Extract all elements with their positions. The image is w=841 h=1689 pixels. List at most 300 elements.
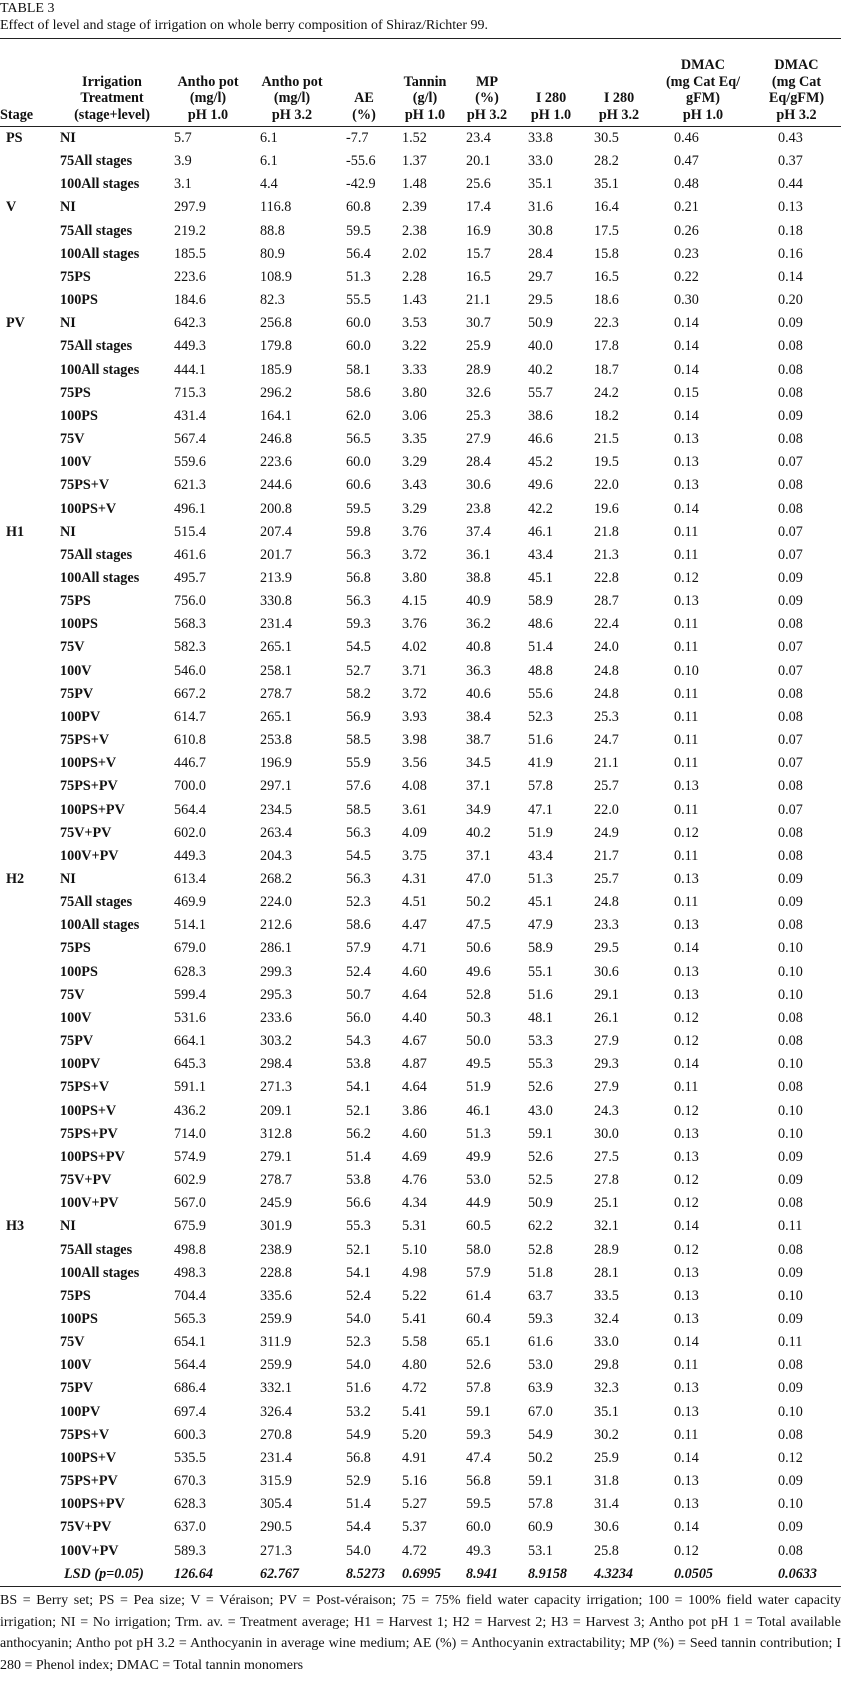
value-cell: 59.3 <box>346 616 371 633</box>
value-cell: 3.06 <box>402 407 427 424</box>
value-cell: 56.3 <box>346 871 371 887</box>
value-cell: 35.1 <box>594 176 619 193</box>
value-cell: 16.5 <box>466 268 491 285</box>
value-cell: 0.13 <box>674 1148 699 1165</box>
value-cell: 3.76 <box>402 523 427 540</box>
value-cell: 0.10 <box>778 1496 803 1513</box>
value-cell: 23.3 <box>594 917 619 934</box>
value-cell: 58.5 <box>346 801 371 818</box>
table-row <box>0 660 841 683</box>
value-cell: 0.22 <box>674 268 699 285</box>
value-cell: 3.98 <box>402 732 427 749</box>
value-cell: 0.13 <box>674 778 699 795</box>
value-cell: 54.3 <box>346 1033 371 1050</box>
value-cell: 0.09 <box>778 1172 803 1189</box>
value-cell: 47.1 <box>528 801 553 818</box>
value-cell: 0.09 <box>778 1519 803 1536</box>
value-cell: 469.9 <box>174 894 206 911</box>
value-cell: 270.8 <box>260 1426 292 1443</box>
column-header-tannin <box>394 39 456 127</box>
treatment-cell: 75PV <box>60 1033 94 1050</box>
value-cell: 62.2 <box>528 1218 553 1235</box>
value-cell: 204.3 <box>260 847 292 864</box>
value-cell: 27.8 <box>594 1172 619 1189</box>
value-cell: 35.1 <box>594 1403 619 1420</box>
value-cell: 25.7 <box>594 778 619 795</box>
value-cell: 0.13 <box>674 593 699 610</box>
column-header-line: Irrigation <box>82 73 142 90</box>
column-header-line: pH 3.2 <box>466 106 508 123</box>
value-cell: 36.2 <box>466 616 491 633</box>
value-cell: 24.2 <box>594 384 619 401</box>
value-cell: 0.07 <box>778 662 803 679</box>
table-row <box>0 914 841 937</box>
value-cell: 0.11 <box>674 732 699 749</box>
column-header-line: pH 1.0 <box>682 106 724 123</box>
value-cell: 679.0 <box>174 940 206 957</box>
value-cell: 15.7 <box>466 245 491 262</box>
value-cell: 0.14 <box>778 268 803 285</box>
value-cell: 0.08 <box>778 1357 803 1374</box>
value-cell: 30.7 <box>466 315 491 332</box>
value-cell: 697.4 <box>174 1403 206 1420</box>
lsd-label: LSD (p=0.05) <box>0 1563 166 1587</box>
value-cell: 0.14 <box>674 361 699 378</box>
value-cell: 5.10 <box>402 1241 427 1258</box>
value-cell: 4.34 <box>402 1195 427 1212</box>
treatment-cell: 100PS+PV <box>60 801 125 818</box>
value-cell: 4.40 <box>402 1009 427 1026</box>
value-cell: 0.11 <box>674 546 699 563</box>
value-cell: 33.0 <box>528 153 553 170</box>
value-cell: 29.1 <box>594 986 619 1003</box>
table-row <box>0 498 841 521</box>
value-cell: 25.9 <box>594 1449 619 1466</box>
value-cell: 49.5 <box>466 1056 491 1073</box>
value-cell: 34.9 <box>466 801 491 818</box>
value-cell: 3.29 <box>402 454 427 471</box>
value-cell: 51.8 <box>528 1264 553 1281</box>
value-cell: 24.0 <box>594 639 619 656</box>
value-cell: 17.4 <box>466 199 491 216</box>
stage-cell <box>0 683 58 706</box>
value-cell: 51.9 <box>528 824 553 841</box>
value-cell: 219.2 <box>174 222 206 239</box>
column-header-line: (mg Cat <box>771 73 822 90</box>
value-cell: 30.0 <box>594 1125 619 1142</box>
value-cell: 5.41 <box>402 1403 427 1420</box>
column-header-line: AE <box>354 90 374 106</box>
value-cell: 35.1 <box>528 176 553 193</box>
value-cell: 22.3 <box>594 315 619 332</box>
value-cell: 0.14 <box>674 1056 699 1073</box>
value-cell: 54.0 <box>346 1542 371 1559</box>
value-cell: 0.09 <box>778 1380 803 1397</box>
column-header-line: Eq/gFM) <box>768 90 825 106</box>
treatment-cell: 75PS+V <box>60 1426 110 1443</box>
value-cell: 88.8 <box>260 222 285 239</box>
value-cell: 57.9 <box>346 940 371 957</box>
value-cell: 4.91 <box>402 1449 427 1466</box>
value-cell: 3.76 <box>402 616 427 633</box>
value-cell: 17.5 <box>594 222 619 239</box>
value-cell: 54.1 <box>346 1264 371 1281</box>
table-row <box>0 1100 841 1123</box>
value-cell: 21.5 <box>594 431 619 448</box>
value-cell: 0.14 <box>674 500 699 517</box>
column-header-line: Antho pot <box>177 73 239 90</box>
value-cell: 36.3 <box>466 662 491 679</box>
table-row <box>0 474 841 497</box>
table-row <box>0 891 841 914</box>
treatment-cell: 75PV <box>60 685 94 702</box>
table-row <box>0 1493 841 1516</box>
value-cell: 50.9 <box>528 315 553 332</box>
value-cell: 259.9 <box>260 1357 292 1374</box>
value-cell: 57.8 <box>466 1380 491 1397</box>
value-cell: 0.11 <box>674 708 699 725</box>
value-cell: 27.9 <box>594 1033 619 1050</box>
value-cell: 55.5 <box>346 292 371 309</box>
value-cell: 3.80 <box>402 569 427 586</box>
value-cell: 449.3 <box>174 847 206 864</box>
treatment-cell: 100PS+PV <box>60 1148 125 1165</box>
treatment-cell: 100All stages <box>60 569 140 586</box>
value-cell: 613.4 <box>174 871 206 887</box>
value-cell: 4.02 <box>402 639 427 656</box>
lsd-value: 126.64 <box>166 1563 250 1587</box>
value-cell: 5.20 <box>402 1426 427 1443</box>
value-cell: 0.14 <box>674 1334 699 1351</box>
column-header-line: pH 3.2 <box>776 106 817 123</box>
value-cell: 0.09 <box>778 1148 803 1165</box>
value-cell: 51.4 <box>346 1148 371 1165</box>
value-cell: 50.2 <box>466 894 491 911</box>
value-cell: 234.5 <box>260 801 292 818</box>
value-cell: 55.1 <box>528 963 553 980</box>
value-cell: 602.9 <box>174 1172 206 1189</box>
value-cell: 52.8 <box>528 1241 553 1258</box>
value-cell: 47.5 <box>466 917 491 934</box>
value-cell: 51.6 <box>528 732 553 749</box>
value-cell: 0.11 <box>674 847 699 864</box>
column-header-line: DMAC <box>774 57 819 73</box>
value-cell: 28.4 <box>466 454 491 471</box>
value-cell: 0.14 <box>674 338 699 355</box>
value-cell: 3.29 <box>402 500 427 517</box>
value-cell: 53.3 <box>528 1033 553 1050</box>
value-cell: 0.13 <box>674 1287 699 1304</box>
stage-cell: PV <box>6 315 25 332</box>
value-cell: 2.28 <box>402 268 427 285</box>
treatment-cell: 75PS+PV <box>60 778 118 795</box>
treatment-cell: 100V <box>60 662 92 679</box>
table-row <box>0 150 841 173</box>
table-row <box>0 1377 841 1400</box>
stage-cell <box>0 729 58 752</box>
stage-cell <box>0 1100 58 1123</box>
value-cell: 3.9 <box>174 153 192 170</box>
value-cell: 33.8 <box>528 130 553 146</box>
value-cell: 59.1 <box>528 1125 553 1142</box>
table-row <box>0 451 841 474</box>
value-cell: 27.9 <box>594 1079 619 1096</box>
treatment-cell: 75PS <box>60 268 91 285</box>
stage-cell <box>0 1308 58 1331</box>
value-cell: 628.3 <box>174 963 206 980</box>
treatment-cell: 100V+PV <box>60 1542 119 1559</box>
value-cell: 213.9 <box>260 569 292 586</box>
value-cell: 43.4 <box>528 546 553 563</box>
table-title: Effect of level and stage of irrigation on whole berry composition of Shiraz/Richter 99. <box>0 18 489 33</box>
column-header-stage <box>0 39 58 127</box>
value-cell: 42.2 <box>528 500 553 517</box>
treatment-cell: 75V <box>60 1334 85 1351</box>
value-cell: 54.4 <box>346 1519 371 1536</box>
value-cell: 700.0 <box>174 778 206 795</box>
lsd-value: 8.9158 <box>518 1563 584 1587</box>
value-cell: 25.1 <box>594 1195 619 1212</box>
lsd-value: 8.941 <box>456 1563 518 1587</box>
value-cell: 686.4 <box>174 1380 206 1397</box>
column-header-line: (mg/l) <box>189 90 227 106</box>
value-cell: 628.3 <box>174 1496 206 1513</box>
value-cell: 3.35 <box>402 431 427 448</box>
value-cell: 25.3 <box>466 407 491 424</box>
value-cell: 61.6 <box>528 1334 553 1351</box>
value-cell: 436.2 <box>174 1102 206 1119</box>
value-cell: 60.0 <box>346 315 371 332</box>
value-cell: 0.07 <box>778 755 803 772</box>
value-cell: 185.9 <box>260 361 292 378</box>
stage-cell <box>0 173 58 196</box>
value-cell: 0.12 <box>674 1241 699 1258</box>
value-cell: 30.8 <box>528 222 553 239</box>
value-cell: 244.6 <box>260 477 292 494</box>
stage-cell <box>0 220 58 243</box>
value-cell: -7.7 <box>346 130 369 146</box>
value-cell: 56.8 <box>346 1449 371 1466</box>
column-header-ap32 <box>250 39 334 127</box>
value-cell: 59.5 <box>466 1496 491 1513</box>
treatment-cell: 100V+PV <box>60 1195 119 1212</box>
value-cell: 4.72 <box>402 1380 427 1397</box>
stage-cell <box>0 1354 58 1377</box>
lsd-value: 8.5273 <box>334 1563 394 1587</box>
value-cell: 67.0 <box>528 1403 553 1420</box>
treatment-cell: 100PS <box>60 616 98 633</box>
table-row <box>0 521 841 544</box>
table-row <box>0 312 841 335</box>
column-header-ap1 <box>166 39 250 127</box>
value-cell: 38.8 <box>466 569 491 586</box>
value-cell: 62.0 <box>346 407 371 424</box>
value-cell: 3.80 <box>402 384 427 401</box>
stage-cell <box>0 1169 58 1192</box>
value-cell: 4.60 <box>402 1125 427 1142</box>
stage-cell <box>0 544 58 567</box>
value-cell: 4.72 <box>402 1542 427 1559</box>
value-cell: 600.3 <box>174 1426 206 1443</box>
table-row <box>0 590 841 613</box>
treatment-cell: NI <box>60 130 76 146</box>
value-cell: 33.0 <box>594 1334 619 1351</box>
value-cell: 303.2 <box>260 1033 292 1050</box>
value-cell: 43.4 <box>528 847 553 864</box>
value-cell: 57.8 <box>528 1496 553 1513</box>
value-cell: 50.6 <box>466 940 491 957</box>
value-cell: 0.11 <box>674 894 699 911</box>
value-cell: 116.8 <box>260 199 292 216</box>
value-cell: 0.12 <box>674 569 699 586</box>
value-cell: 0.08 <box>778 431 803 448</box>
table-row <box>0 1424 841 1447</box>
value-cell: 52.8 <box>466 986 491 1003</box>
stage-cell <box>0 1401 58 1424</box>
value-cell: 286.1 <box>260 940 292 957</box>
value-cell: 28.2 <box>594 153 619 170</box>
column-header-i32 <box>584 39 654 127</box>
value-cell: 27.5 <box>594 1148 619 1165</box>
value-cell: 6.1 <box>260 130 278 146</box>
stage-cell <box>0 1493 58 1516</box>
value-cell: 0.13 <box>674 1125 699 1142</box>
stage-cell <box>0 1239 58 1262</box>
value-cell: 52.1 <box>346 1241 371 1258</box>
stage-cell <box>0 822 58 845</box>
value-cell: 0.12 <box>674 824 699 841</box>
value-cell: 58.6 <box>346 384 371 401</box>
value-cell: 335.6 <box>260 1287 292 1304</box>
value-cell: 5.58 <box>402 1334 427 1351</box>
value-cell: 50.7 <box>346 986 371 1003</box>
value-cell: 0.26 <box>674 222 699 239</box>
stage-cell <box>0 706 58 729</box>
value-cell: 54.1 <box>346 1079 371 1096</box>
value-cell: 31.6 <box>528 199 553 216</box>
value-cell: 0.18 <box>778 222 803 239</box>
value-cell: 3.75 <box>402 847 427 864</box>
value-cell: 0.11 <box>778 1334 803 1351</box>
column-header-line: Antho pot <box>261 73 323 90</box>
value-cell: 514.1 <box>174 917 206 934</box>
column-header-line: (%) <box>475 90 499 106</box>
value-cell: 0.14 <box>674 1519 699 1536</box>
value-cell: 58.9 <box>528 940 553 957</box>
value-cell: 0.13 <box>674 1264 699 1281</box>
column-header-line: Treatment <box>80 90 144 106</box>
treatment-cell: 100V <box>60 1009 92 1026</box>
value-cell: 28.4 <box>528 245 553 262</box>
treatment-cell: 75PS <box>60 384 91 401</box>
value-cell: 54.0 <box>346 1357 371 1374</box>
value-cell: 599.4 <box>174 986 206 1003</box>
value-cell: 38.7 <box>466 732 491 749</box>
treatment-cell: 75All stages <box>60 1241 133 1258</box>
value-cell: 27.9 <box>466 431 491 448</box>
value-cell: 0.09 <box>778 1264 803 1281</box>
treatment-cell: 100All stages <box>60 245 140 262</box>
value-cell: 271.3 <box>260 1079 292 1096</box>
value-cell: 61.4 <box>466 1287 491 1304</box>
value-cell: 21.3 <box>594 546 619 563</box>
stage-cell <box>0 1076 58 1099</box>
value-cell: -55.6 <box>346 153 376 170</box>
column-header-ae <box>334 39 394 127</box>
column-header-line: pH 3.2 <box>598 106 640 123</box>
value-cell: 58.2 <box>346 685 371 702</box>
value-cell: 0.10 <box>778 1287 803 1304</box>
value-cell: 56.6 <box>346 1195 371 1212</box>
value-cell: 200.8 <box>260 500 292 517</box>
value-cell: 209.1 <box>260 1102 292 1119</box>
value-cell: 2.02 <box>402 245 427 262</box>
value-cell: 0.12 <box>674 1102 699 1119</box>
value-cell: 15.8 <box>594 245 619 262</box>
value-cell: 0.08 <box>778 1426 803 1443</box>
value-cell: 3.93 <box>402 708 427 725</box>
value-cell: 0.47 <box>674 153 699 170</box>
value-cell: 0.11 <box>674 1357 699 1374</box>
lsd-value: 0.0505 <box>654 1563 752 1587</box>
value-cell: 57.9 <box>466 1264 491 1281</box>
table-row <box>0 1123 841 1146</box>
value-cell: 24.8 <box>594 685 619 702</box>
value-cell: 568.3 <box>174 616 206 633</box>
value-cell: 4.87 <box>402 1056 427 1073</box>
value-cell: 53.8 <box>346 1056 371 1073</box>
value-cell: 55.3 <box>528 1056 553 1073</box>
value-cell: 715.3 <box>174 384 206 401</box>
value-cell: 4.15 <box>402 593 427 610</box>
value-cell: 0.14 <box>674 940 699 957</box>
value-cell: 258.1 <box>260 662 292 679</box>
value-cell: 58.5 <box>346 732 371 749</box>
stage-cell <box>0 243 58 266</box>
value-cell: 80.9 <box>260 245 285 262</box>
value-cell: 40.2 <box>466 824 491 841</box>
value-cell: 614.7 <box>174 708 206 725</box>
value-cell: 714.0 <box>174 1125 206 1142</box>
value-cell: 179.8 <box>260 338 292 355</box>
value-cell: 0.13 <box>674 477 699 494</box>
value-cell: 22.0 <box>594 801 619 818</box>
value-cell: 60.5 <box>466 1218 491 1235</box>
table-row <box>0 266 841 289</box>
value-cell: 0.20 <box>778 292 803 309</box>
value-cell: 51.6 <box>528 986 553 1003</box>
value-cell: 23.8 <box>466 500 491 517</box>
treatment-cell: 75PS <box>60 1287 91 1304</box>
value-cell: 642.3 <box>174 315 206 332</box>
value-cell: 654.1 <box>174 1334 206 1351</box>
value-cell: 0.08 <box>778 917 803 934</box>
stage-cell <box>0 937 58 960</box>
value-cell: 60.6 <box>346 477 371 494</box>
treatment-cell: 100All stages <box>60 176 140 193</box>
value-cell: 0.08 <box>778 338 803 355</box>
lsd-value: 62.767 <box>250 1563 334 1587</box>
value-cell: 33.5 <box>594 1287 619 1304</box>
value-cell: 56.8 <box>346 569 371 586</box>
stage-cell <box>0 961 58 984</box>
column-header-mp <box>456 39 518 127</box>
value-cell: 56.4 <box>346 245 371 262</box>
value-cell: 4.64 <box>402 1079 427 1096</box>
value-cell: 4.98 <box>402 1264 427 1281</box>
value-cell: 0.10 <box>674 662 699 679</box>
value-cell: 296.2 <box>260 384 292 401</box>
